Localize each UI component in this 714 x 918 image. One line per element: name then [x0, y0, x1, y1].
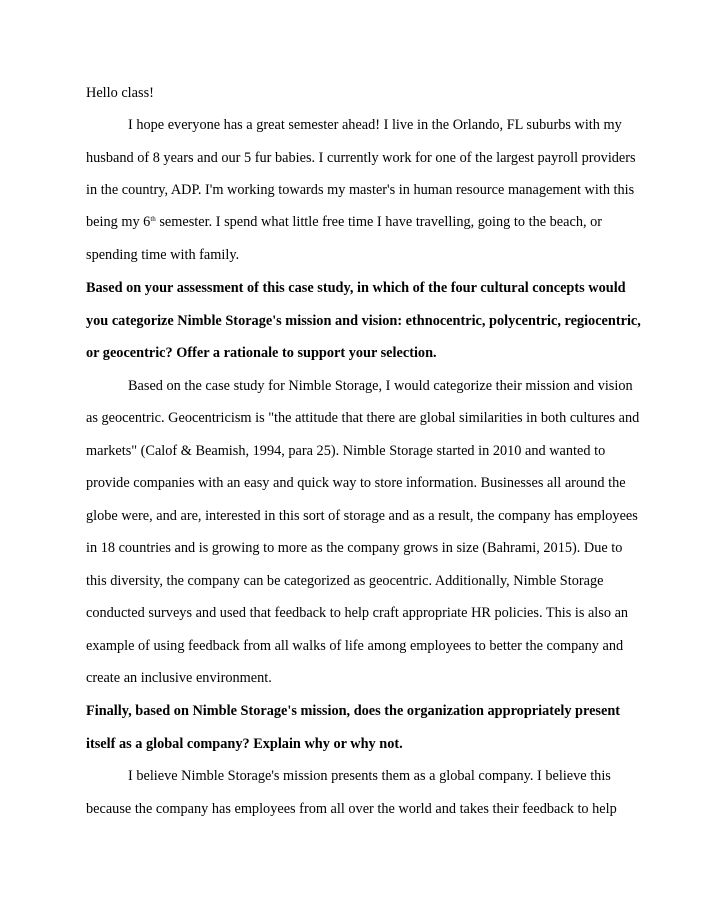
answer-line: Based on the case study for Nimble Storage, I would categorize their mission and vision — [128, 378, 633, 394]
answer-line: globe were, and are, interested in this sort of storage and as a result, the company has employees — [86, 508, 638, 524]
question-heading: you categorize Nimble Storage's mission and vision: ethnocentric, polycentric, regiocentric, — [86, 313, 641, 329]
intro-text: being my 6 — [86, 214, 151, 230]
intro-line: in the country, ADP. I'm working towards my master's in human resource management with this — [86, 182, 635, 198]
intro-line: husband of 8 years and our 5 fur babies. I currently work for one of the largest payroll providers — [86, 150, 636, 166]
answer-line: create an inclusive environment. — [86, 670, 272, 686]
question-heading: itself as a global company? Explain why or why not. — [86, 736, 403, 752]
greeting: Hello class! — [86, 85, 154, 101]
answer-line: provide companies with an easy and quick way to store information. Businesses all around the — [86, 475, 626, 491]
answer-line: as geocentric. Geocentricism is "the attitude that there are global similarities in both cultures and — [86, 410, 640, 426]
answer-line: example of using feedback from all walks of life among employees to better the company and — [86, 638, 624, 654]
intro-line: I hope everyone has a great semester ahead! I live in the Orlando, FL suburbs with my — [128, 117, 622, 133]
question-heading: Based on your assessment of this case study, in which of the four cultural concepts would — [86, 280, 626, 296]
ordinal-suffix: th — [150, 215, 156, 223]
answer-line: conducted surveys and used that feedback to help craft appropriate HR policies. This is also an — [86, 605, 629, 621]
question-heading: Finally, based on Nimble Storage's mission, does the organization appropriately present — [86, 703, 621, 719]
answer-line: in 18 countries and is growing to more as the company grows in size (Bahrami, 2015). Due to — [86, 540, 623, 556]
intro-line: spending time with family. — [86, 247, 240, 263]
question-heading: or geocentric? Offer a rationale to support your selection. — [86, 345, 437, 361]
intro-text: semester. I spend what little free time I have travelling, going to the beach, or — [155, 214, 603, 230]
answer-line: markets" (Calof & Beamish, 1994, para 25). Nimble Storage started in 2010 and wanted to — [86, 443, 606, 459]
answer-line: this diversity, the company can be categorized as geocentric. Additionally, Nimble Storage — [86, 573, 604, 589]
intro-line — [86, 213, 602, 231]
answer-line: because the company has employees from all over the world and takes their feedback to help — [86, 801, 617, 817]
answer-line: I believe Nimble Storage's mission presents them as a global company. I believe this — [128, 768, 611, 784]
